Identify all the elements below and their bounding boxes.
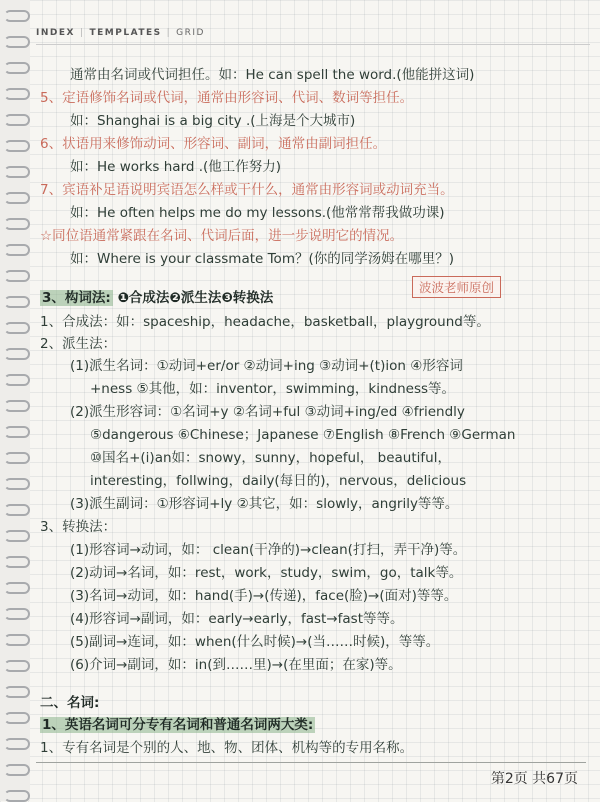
binding-ring [4, 478, 30, 490]
binding-ring [4, 660, 30, 672]
text-line: 通常由名词或代词担任。如：He can spell the word.(他能拼这词) [70, 67, 475, 83]
header-index: INDEX [36, 28, 75, 38]
binding-ring [4, 192, 30, 204]
text-line: 如：He often helps me do my lessons.(他常常帮我做功课) [70, 205, 445, 221]
binding-ring [4, 244, 30, 256]
binding-ring [4, 140, 30, 152]
text-line: (1)形容词→动词，如： clean(干净的)→clean(打扫，弄干净)等。 [70, 542, 467, 558]
binding-ring [4, 582, 30, 594]
binding-ring [4, 452, 30, 464]
binding-ring [4, 400, 30, 412]
binding-ring [4, 296, 30, 308]
binding-ring [4, 218, 30, 230]
binding-ring [4, 530, 30, 542]
header-separator: | [79, 28, 85, 38]
text-line: 7、宾语补足语说明宾语怎么样或干什么，通常由形容词或动词充当。 [40, 182, 454, 198]
text-line: (3)派生副词：①形容词+ly ②其它，如：slowly，angrily等等。 [70, 496, 459, 512]
text-line: ⑩国名+(i)an如：snowy，sunny，hopeful， beautiful， [90, 450, 451, 466]
section-title: 3、构词法: [42, 290, 111, 306]
binding-ring [4, 10, 30, 22]
binding-ring [4, 608, 30, 620]
text-line: 2、派生法： [40, 336, 117, 352]
text-line: (2)派生形容词：①名词+y ②名词+ful ③动词+ing/ed ④friendly [70, 404, 465, 420]
header-templates: TEMPLATES [89, 28, 162, 38]
text-line: 5、定语修饰名词或代词，通常由形容词、代词、数词等担任。 [40, 90, 414, 106]
binding-ring [4, 270, 30, 282]
section-heading: 二、名词: [40, 695, 100, 711]
binding-ring [4, 114, 30, 126]
author-stamp: 波波老师原创 [412, 276, 501, 298]
text-line: 如：Shanghai is a big city .(上海是个大城市) [70, 113, 356, 129]
section-subtitle: ❶合成法❷派生法❸转换法 [117, 290, 274, 306]
binding-ring [4, 322, 30, 334]
binding-ring [4, 504, 30, 516]
binding-ring [4, 790, 30, 802]
binding-ring [4, 88, 30, 100]
footer-rule [36, 762, 586, 763]
binding-ring [4, 62, 30, 74]
binding-ring [4, 374, 30, 386]
subsection-heading [40, 716, 315, 734]
header-grid: GRID [176, 28, 205, 38]
binding-ring [4, 686, 30, 698]
text-line: 3、转换法： [40, 519, 117, 535]
binding-ring [4, 712, 30, 724]
text-line: (2)动词→名词，如：rest，work，study，swim，go，talk等。 [70, 565, 463, 581]
text-line: (1)派生名词：①动词+er/or ②动词+ing ③动词+(t)ion ④形容词 [70, 358, 463, 374]
binding-ring [4, 348, 30, 360]
text-line: +ness ⑤其他，如：inventor，swimming，kindness等。 [90, 381, 456, 397]
page-number: 第2页 共67页 [490, 771, 578, 787]
binding-ring [4, 166, 30, 178]
page-header [36, 28, 205, 38]
subsection-title: 1、英语名词可分专有名词和普通名词两大类: [42, 717, 314, 733]
text-line: (3)名词→动词，如：hand(手)→(传递)，face(脸)→(面对)等等。 [70, 588, 458, 604]
text-line: 1、合成法：如：spaceship，headache，basketball，playground等。 [40, 314, 490, 330]
text-line: (5)副词→连词，如：when(什么时候)→(当……时候)，等等。 [70, 634, 440, 650]
text-line: ☆同位语通常紧跟在名词、代词后面，进一步说明它的情况。 [40, 228, 404, 244]
text-line: 1、专有名词是个别的人、地、物、团体、机构等的专用名称。 [40, 740, 414, 756]
header-separator: | [166, 28, 172, 38]
binding-ring [4, 556, 30, 568]
text-line: 如：He works hard .(他工作努力) [70, 159, 282, 175]
binding-ring [4, 634, 30, 646]
binding-ring [4, 426, 30, 438]
text-line: 如：Where is your classmate Tom？(你的同学汤姆在哪里？) [70, 251, 455, 267]
binding-ring [4, 738, 30, 750]
text-line: 6、状语用来修饰动词、形容词、副词，通常由副词担任。 [40, 136, 387, 152]
text-line: (4)形容词→副词，如：early→early，fast→fast等等。 [70, 611, 404, 627]
binding-ring [4, 36, 30, 48]
section-heading [40, 289, 273, 307]
text-line: interesting，follwing，daily(每日的)，nervous，delicious [90, 473, 467, 489]
text-line: (6)介词→副词，如：in(到……里)→(在里面；在家)等。 [70, 657, 402, 673]
binding-ring [4, 764, 30, 776]
header-rule [36, 44, 590, 45]
text-line: ⑤dangerous ⑥Chinese；Japanese ⑦English ⑧French ⑨German [90, 427, 516, 443]
